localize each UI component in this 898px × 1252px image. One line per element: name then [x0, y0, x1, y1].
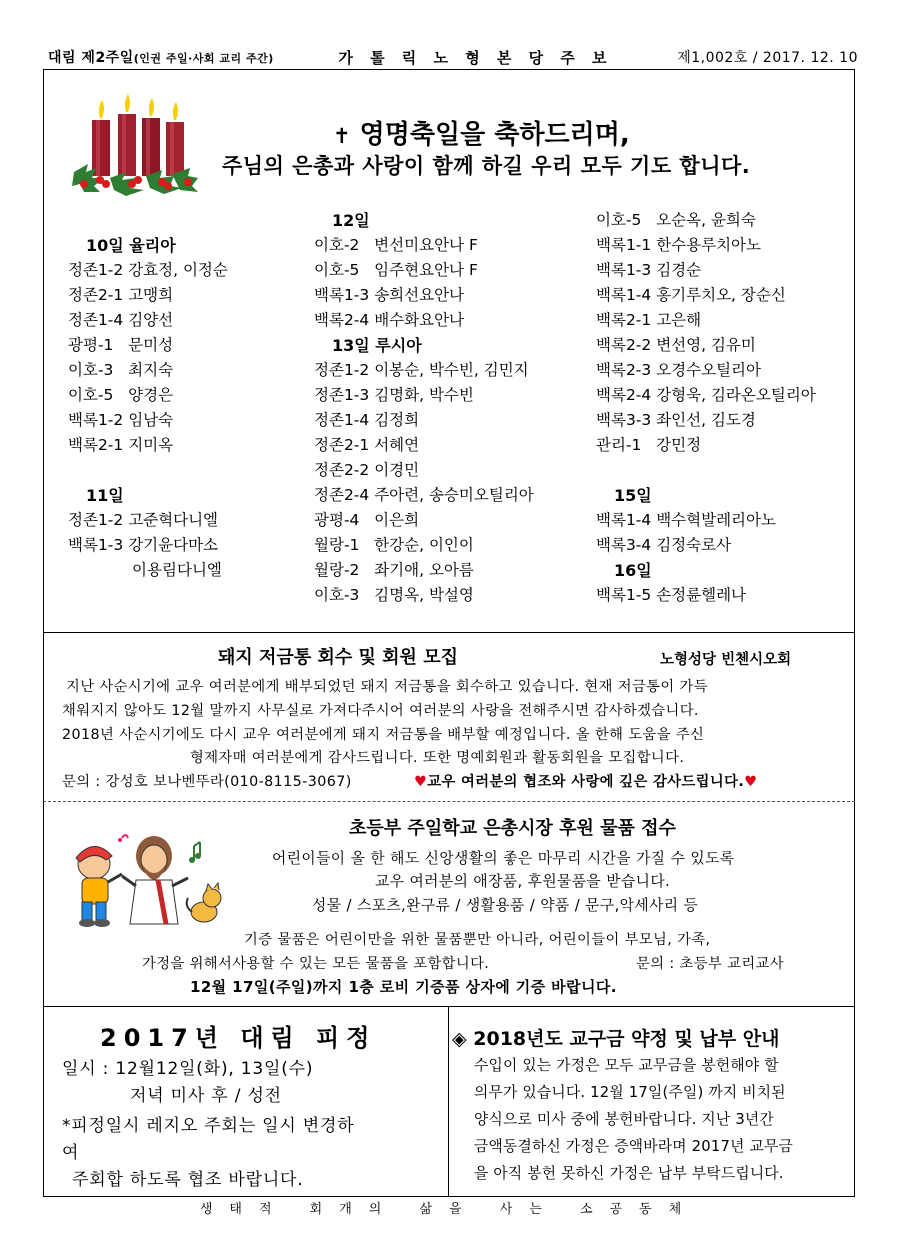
nameday-entry: 백록3-3 좌인선, 김도경: [596, 411, 756, 429]
tithe-line: 을 아직 봉헌 못하신 가정은 납부 부탁드립니다.: [474, 1165, 784, 1182]
nameday-entry: 관리-1 강민정: [596, 436, 702, 454]
advent-line-3: *피정일시 레지오 주회는 일시 변경하: [62, 1116, 355, 1136]
nameday-entry: 백록2-4 강형욱, 김라온오틸리아: [596, 386, 816, 404]
piggy-line-4: 형제자매 여러분에게 감사드립니다. 또한 명예회원과 활동회원을 모집합니다.: [190, 750, 685, 766]
nameday-entry: 이호-3 김명옥, 박설영: [314, 586, 474, 604]
feast-subtitle: 주님의 은총과 사랑이 함께 하길 우리 모두 기도 합니다.: [222, 154, 751, 178]
nameday-entry: 정존1-4 김정희: [314, 411, 420, 429]
nameday-date-heading: 11일: [86, 486, 124, 505]
nameday-entry: 백록1-4 홍기루치오, 장순신: [596, 286, 786, 304]
nameday-entry: 정존1-4 김양선: [68, 311, 174, 329]
nameday-entry: 정존2-1 고맹희: [68, 286, 174, 304]
tithe-line: 의무가 있습니다. 12월 17일(주일) 까지 비치된: [474, 1084, 786, 1101]
heart-icon: ♥: [744, 774, 758, 790]
nameday-entry: 백록1-3 강기윤다마소: [68, 536, 219, 554]
nameday-entry: 이호-5 임주현요안나 F: [314, 261, 478, 279]
piggy-line-1: 지난 사순시기에 교우 여러분에게 배부되었던 돼지 저금통을 회수하고 있습니다. 현재 저금통이 가득: [66, 679, 708, 695]
piggy-line-3: 2018년 사순시기에도 다시 교우 여러분에게 돼지 저금통을 배부할 예정입니다. 올 한해 도움을 주신: [62, 727, 705, 743]
advent-line-2: 저녁 미사 후 / 성전: [130, 1086, 282, 1106]
advent-line-5: 주회합 하도록 협조 바랍니다.: [72, 1170, 304, 1190]
feast-title: ✝ 영명축일을 축하드리며,: [333, 120, 630, 150]
school-line-1: 어린이들이 올 한 해도 신앙생활의 좋은 마무리 시간을 가질 수 있도록: [272, 850, 735, 867]
piggy-contact: 문의 : 강성호 보나벤뚜라(010-8115-3067): [62, 774, 352, 790]
tithe-line: 수입이 있는 가정은 모두 교무금을 봉헌해야 할: [474, 1057, 779, 1074]
nameday-entry: 광평-4 이은희: [314, 511, 420, 529]
divider-1: [43, 632, 855, 633]
column-divider: [448, 1006, 449, 1196]
advent-retreat-title: 2017년 대림 피정: [100, 1024, 377, 1052]
nameday-entry: 정존1-2 강효정, 이정순: [68, 261, 228, 279]
header-bulletin-name: 가 톨 릭 노 형 본 당 주 보: [338, 48, 613, 67]
school-line-5: 가정을 위해서사용할 수 있는 모든 물품을 포함합니다.: [142, 956, 490, 972]
school-title: 초등부 주일학교 은총시장 후원 물품 접수: [349, 818, 676, 839]
piggy-thanks: ♥교우 여러분의 협조와 사랑에 깊은 감사드립니다.♥: [414, 774, 758, 790]
nameday-entry: 정존2-4 주아련, 송승미오틸리아: [314, 486, 534, 504]
nameday-entry: 이호-5 양경은: [68, 386, 174, 404]
diamond-bullet-icon: ◈: [452, 1028, 467, 1050]
nameday-entry: 백록2-1 고은해: [596, 311, 702, 329]
advent-line-4: 여: [62, 1143, 80, 1163]
nameday-entry: 정존1-3 김명화, 박수빈: [314, 386, 474, 404]
nameday-entry: 이호-2 변선미요안나 F: [314, 236, 478, 254]
nameday-entry: 백록2-3 오경수오틸리아: [596, 361, 762, 379]
nameday-date-heading: 16일: [614, 561, 652, 580]
nameday-entry: 백록1-1 한수용루치아노: [596, 236, 762, 254]
kids-jesus-dancing-icon: [62, 820, 226, 932]
tithe-title: ◈ 2018년도 교구금 약정 및 납부 안내: [452, 1028, 780, 1050]
advent-line-1: 일시 : 12월12일(화), 13일(수): [62, 1059, 314, 1079]
school-deadline: 12월 17일(주일)까지 1층 로비 기증품 상자에 기증 바랍니다.: [190, 978, 617, 996]
nameday-entry: 정존2-1 서혜연: [314, 436, 420, 454]
nameday-entry: 백록2-1 지미옥: [68, 436, 174, 454]
nameday-date-heading: 10일 율리아: [86, 236, 176, 255]
piggy-line-2: 채워지지 않아도 12월 말까지 사무실로 가져다주시어 여러분의 사랑을 전해주시면 감사하겠습니다.: [62, 703, 699, 719]
nameday-entry: 백록1-2 임남숙: [68, 411, 174, 429]
divider-2: [43, 801, 855, 802]
divider-3: [43, 1006, 855, 1007]
advent-candles-icon: [70, 92, 200, 196]
nameday-entry: 정존1-2 이봉순, 박수빈, 김민지: [314, 361, 529, 379]
school-line-3: 성물 / 스포츠,완구류 / 생활용품 / 약품 / 문구,악세사리 등: [312, 897, 699, 914]
piggy-title: 돼지 저금통 회수 및 회원 모집: [218, 647, 458, 668]
nameday-date-heading: 15일: [614, 486, 652, 505]
header-issue-date: 제1,002호 / 2017. 12. 10: [677, 50, 858, 66]
bulletin-header: [48, 44, 858, 70]
tithe-line: 금액동결하신 가정은 증액바라며 2017년 교무금: [474, 1138, 793, 1155]
nameday-entry: 백록3-4 김정숙로사: [596, 536, 732, 554]
nameday-entry: 백록1-5 손정륜헬레나: [596, 586, 747, 604]
nameday-entry: 정존2-2 이경민: [314, 461, 420, 479]
nameday-entry: 이용림다니엘: [68, 561, 222, 579]
nameday-column-1: [68, 233, 228, 583]
piggy-org: 노형성당 빈첸시오회: [660, 652, 792, 668]
school-line-4: 기증 물품은 어린이만을 위한 물품뿐만 아니라, 어린이들이 부모님, 가족,: [244, 932, 711, 948]
nameday-entry: 백록1-3 김경순: [596, 261, 702, 279]
nameday-entry: 정존1-2 고준혁다니엘: [68, 511, 219, 529]
heart-icon: ♥: [414, 774, 428, 790]
header-sunday: 대림 제2주일(인권 주일·사회 교리 주간): [48, 50, 274, 66]
nameday-column-2: [314, 208, 534, 608]
nameday-entry: 월랑-1 한강순, 이인이: [314, 536, 474, 554]
nameday-entry: 월랑-2 좌기애, 오아름: [314, 561, 474, 579]
nameday-entry: [596, 458, 816, 483]
nameday-column-3: [596, 208, 816, 608]
tithe-body: [474, 1052, 793, 1187]
nameday-entry: 백록1-3 송희선요안나: [314, 286, 465, 304]
nameday-entry: 이호-3 최지숙: [68, 361, 174, 379]
bulletin-footer: 생태적 회개의 삶을 사는 소공동체: [199, 1202, 699, 1217]
nameday-entry: 이호-5 오순옥, 윤희숙: [596, 211, 756, 229]
school-line-2: 교우 여러분의 애장품, 후원물품을 받습니다.: [375, 873, 671, 890]
nameday-entry: 백록2-2 변선영, 김유미: [596, 336, 756, 354]
advent-retreat-body: [62, 1056, 354, 1194]
school-contact: 문의 : 초등부 교리교사: [636, 956, 784, 972]
nameday-entry: 광평-1 문미성: [68, 336, 174, 354]
nameday-entry: 백록2-4 배수화요안나: [314, 311, 465, 329]
nameday-date-heading: 13일 루시아: [332, 336, 422, 355]
nameday-entry: 백록1-4 백수혁발레리아노: [596, 511, 776, 529]
tithe-line: 양식으로 미사 중에 봉헌바랍니다. 지난 3년간: [474, 1111, 774, 1128]
nameday-entry: [68, 458, 228, 483]
nameday-date-heading: 12일: [332, 211, 370, 230]
